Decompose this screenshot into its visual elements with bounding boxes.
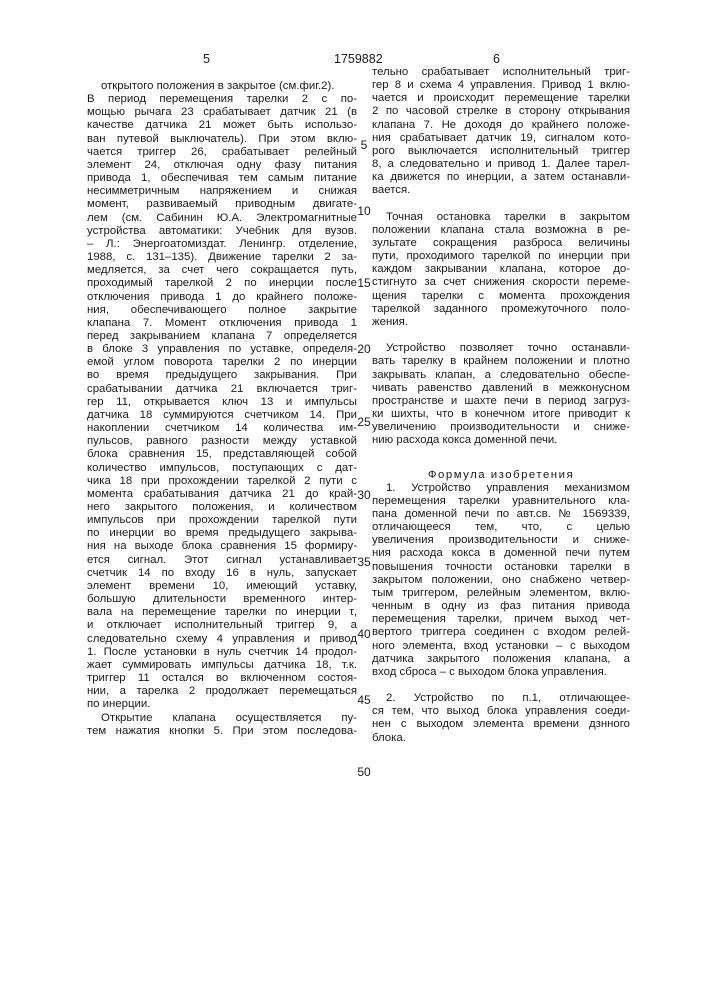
text-line: во время предыдущего закрывания. При [87,369,357,382]
text-line: 2 по часовой стрелке в сторону открывания [372,105,630,118]
text-line: ния, обеспечивающего полное закрытие [87,304,357,317]
text-line: пути, проходимого тарелкой по инерции при [372,250,630,263]
text-line: отличающееся тем, что, с целью [372,521,630,534]
line-number: 35 [355,555,373,569]
text-line: вертого триггера соединен с входом релей- [372,626,630,639]
text-line: 2. Устройство по п.1, отличающее- [372,692,630,705]
text-line: жения. [372,316,630,329]
text-line: ся тем, что выход блока управления соеди- [372,705,630,718]
text-line: ния срабатывает датчик 19, сигналом кото- [372,132,630,145]
text-line: ченным в одну из фаз питания привода [372,600,630,613]
text-line: открытого положения в закрытое (см.фиг.2). [87,80,357,93]
text-line: чика 18 при прохождении тарелкой 2 пути с [87,475,357,488]
section-gap [372,448,630,469]
text-line: клапана 7. Не доходя до крайнего положе- [372,119,630,132]
line-number: 30 [355,488,373,502]
text-line: чивать равенство давлений в межконусном [372,382,630,395]
text-line: вается. [372,184,630,197]
claim-1 [372,482,630,679]
text-line: перемещения тарелки уравнительного кла- [372,495,630,508]
text-line: перед закрыванием клапана 7 определяется [87,330,357,343]
text-line: лем (см. Сабинин Ю.А. Электромагнитные [87,212,357,225]
line-number: 45 [355,693,373,707]
text-line: пространстве и шахте печи в период загруз- [372,395,630,408]
text-line: привода 1, обеспечивая тем самым питание [87,172,357,185]
text-line: блока. [372,732,630,745]
left-paragraph-2 [87,712,357,738]
text-line: проходимый тарелкой 2 по инерции после [87,277,357,290]
text-line: ния на выходе блока сравнения 15 формиру- [87,540,357,553]
left-column [87,80,357,738]
text-line: клапана 7. Момент отключения привода 1 [87,317,357,330]
text-line: элемент времени 10, имеющий уставку, [87,580,357,593]
text-line: по инерции. [87,698,357,711]
text-line: нию расхода кокса доменной печи. [372,434,630,447]
text-line: момент, развиваемый приводным двигате- [87,198,357,211]
text-line: триггер 11 остался во включенном состоя- [87,672,357,685]
text-line: емой углом поворота тарелки 2 по инерции [87,356,357,369]
text-line: ки шихты, что в конечном итоге приводит к [372,408,630,421]
text-line: медляется, за счет чего сокращается путь, [87,264,357,277]
text-line: зультате сокращения разброса величины [372,237,630,250]
formula-heading: Формула изобретения [372,469,630,482]
text-line: качестве датчика 21 может быть использо- [87,119,357,132]
text-line: увеличению производительности и сниже- [372,421,630,434]
text-line: устройства автоматики: Учебник для вузов. [87,225,357,238]
text-line: него закрытого положения, и количеством [87,501,357,514]
text-line: повышения точности остановки тарелки в [372,561,630,574]
left-paragraph-1 [87,80,357,712]
claim-2 [372,692,630,745]
text-line: нии, а тарелка 2 продолжает перемещаться [87,685,357,698]
text-line: тым триггером, релейным элементом, вклю- [372,587,630,600]
paragraph-gap [372,679,630,692]
right-column [372,66,630,745]
right-paragraph-1 [372,66,630,198]
text-line: элемент 24, отключая одну фазу питания [87,159,357,172]
patent-number: 1759882 [334,52,383,66]
text-line: вала на перемещение тарелки по инерции τ, [87,606,357,619]
line-number: 10 [355,204,373,218]
text-line: отключения привода 1 до крайнего положе- [87,291,357,304]
text-line: блока сравнения 15, представляющей собой [87,448,357,461]
text-line: Открытие клапана осуществляется пу- [87,712,357,725]
text-line: рого выключается исполнительный триггер [372,145,630,158]
text-line: ется сигнал. Этот сигнал устанавливает [87,554,357,567]
text-line: В период перемещения тарелки 2 с по- [87,93,357,106]
text-line: большую длительности временного интер- [87,593,357,606]
text-line: несимметричным напряжением и снижая [87,185,357,198]
text-line: срабатывании датчика 21 включается триг- [87,383,357,396]
text-line: накоплении счетчиком 14 количества им- [87,422,357,435]
text-line: Устройство позволяет точно останавли- [372,342,630,355]
text-line: датчика закрытого положения клапана, а [372,653,630,666]
text-line: мощью рычага 23 срабатывает датчик 21 (в [87,106,357,119]
text-line: ка движется по инерции, а затем останавли- [372,171,630,184]
text-line: увеличения производительности и сниже- [372,534,630,547]
text-line: жает суммировать импульсы датчика 18, т.к. [87,659,357,672]
text-line: количество импульсов, поступающих с дат- [87,462,357,475]
text-line: пульсов, равного разности между уставкой [87,435,357,448]
line-number: 5 [355,138,373,152]
text-line: вать тарелку в крайнем положении и плотно [372,355,630,368]
text-line: чается триггер 26, срабатывает релейный [87,146,357,159]
text-line: Точная остановка тарелки в закрытом [372,211,630,224]
line-number: 25 [355,415,373,429]
line-number: 15 [355,276,373,290]
paragraph-gap [372,198,630,211]
text-line: вход сброса – с выходом блока управления. [372,666,630,679]
line-number: 20 [355,342,373,356]
text-line: тарелкой заданного промежуточного поло- [372,303,630,316]
text-line: и отключает исполнительный триггер 9, а [87,619,357,632]
text-line: импульсов при прохождении тарелкой пути [87,514,357,527]
text-line: каждом закрывании клапана, которое до- [372,263,630,276]
paragraph-gap [372,329,630,342]
text-line: по инерции во время предыдущего закрыва- [87,527,357,540]
text-line: 8, а следовательно и привод 1. Далее тарел- [372,158,630,171]
text-line: тем нажатия кнопки 5. При этом последова- [87,725,357,738]
text-line: стигнуто за счет снижения скорости переме- [372,276,630,289]
text-line: чается и происходит перемещение тарелки [372,92,630,105]
text-line: ван путевой выключатель). При этом вклю- [87,133,357,146]
text-line: – Л.: Энергоатомиздат. Ленингр. отделение, [87,238,357,251]
text-line: перемещения тарелки, причем выход чет- [372,613,630,626]
text-line: ного элемента, вход установки – с выходом [372,640,630,653]
line-number: 50 [355,765,373,779]
text-line: закрывать клапан, а следовательно обеспе- [372,369,630,382]
text-line: тельно срабатывает исполнительный триг- [372,66,630,79]
right-paragraph-3 [372,342,630,447]
page-number-left: 5 [203,52,210,66]
text-line: пана доменной печи по авт.св. № 1569339, [372,508,630,521]
text-line: щения тарелки с момента прохождения [372,290,630,303]
text-line: 1988, с. 131–135). Движение тарелки 2 за- [87,251,357,264]
line-number: 40 [355,627,373,641]
text-line: гер 11, открывается ключ 13 и импульсы [87,396,357,409]
text-line: счетчик 14 по входу 16 в нуль, запускает [87,567,357,580]
right-paragraph-2 [372,211,630,329]
text-line: гер 8 и схема 4 управления. Привод 1 вклю- [372,79,630,92]
text-line: момента срабатывания датчика 21 до край- [87,488,357,501]
text-line: в блоке 3 управления по уставке, определя- [87,343,357,356]
text-line: нен с выходом элемента времени дзнного [372,718,630,731]
text-line: 1. Устройство управления механизмом [372,482,630,495]
text-line: положении клапана стала возможна в ре- [372,224,630,237]
text-line: закрытом положении, оно снабжено четвер- [372,574,630,587]
text-line: датчика 18 суммируются счетчиком 14. При [87,409,357,422]
text-line: ния расхода кокса в доменной печи путем [372,547,630,560]
text-line: 1. После установки в нуль счетчик 14 продол- [87,646,357,659]
text-line: следовательно схему 4 управления и привод [87,633,357,646]
page-number-right: 6 [493,52,500,66]
